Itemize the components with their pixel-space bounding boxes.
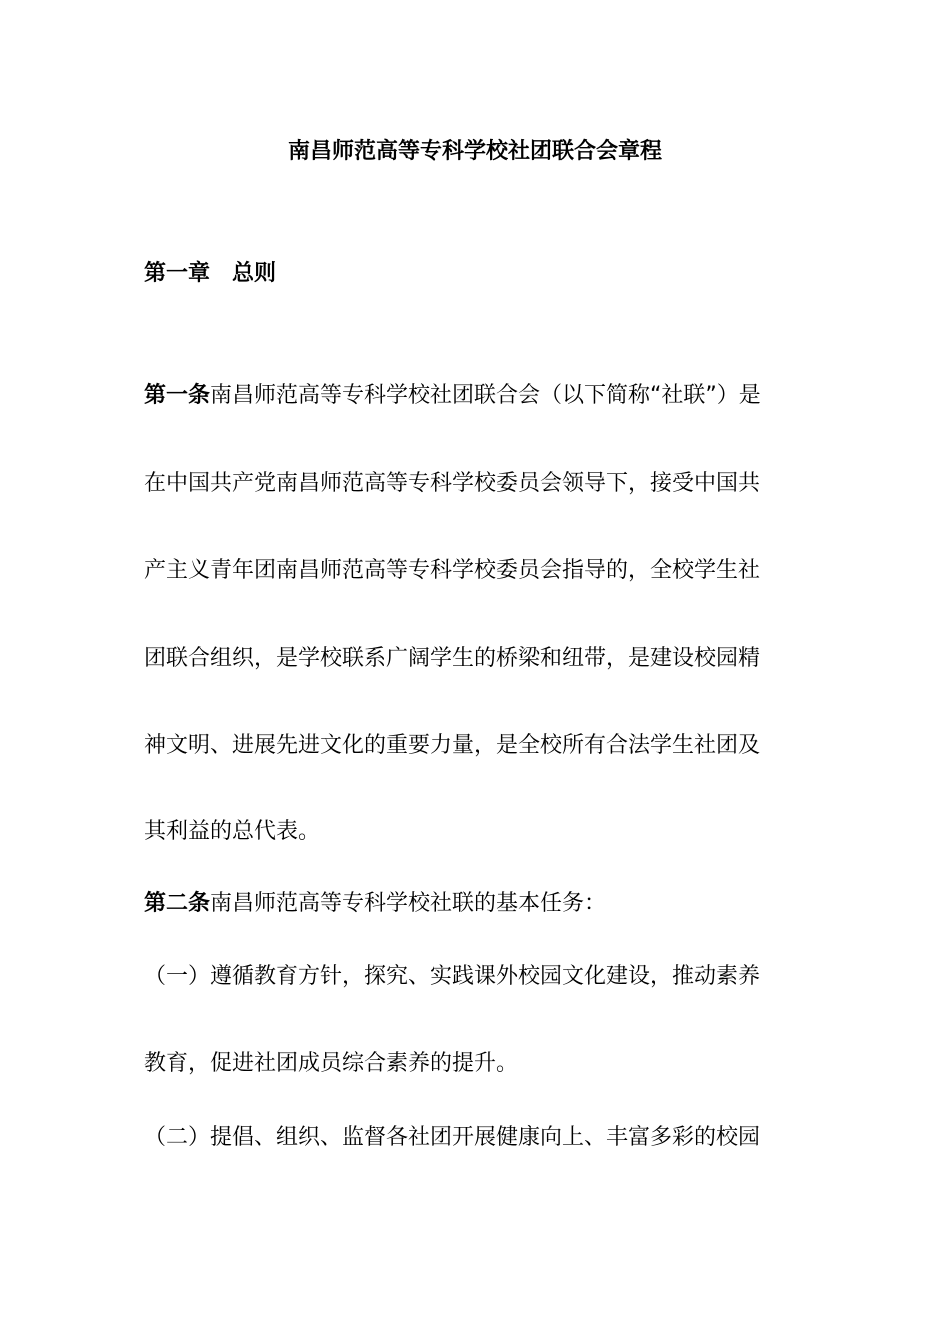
article1-line-3: 产主义青年团南昌师范高等专科学校委员会指导的，全校学生社 bbox=[144, 558, 761, 583]
chapter-number: 第一章 bbox=[144, 261, 211, 286]
chapter-name: 总则 bbox=[232, 261, 277, 286]
article2-item1-text-1: 遵循教育方针，探究、实践课外校园文化建设，推动素养 bbox=[210, 964, 761, 989]
article1-line-2: 在中国共产党南昌师范高等专科学校委员会领导下，接受中国共 bbox=[144, 471, 761, 496]
article1-line-5: 神文明、进展先进文化的重要力量，是全校所有合法学生社团及 bbox=[144, 733, 761, 758]
article1-line-4: 团联合组织，是学校联系广阔学生的桥梁和纽带，是建设校园精 bbox=[144, 646, 761, 671]
document-title: 南昌师范高等专科学校社团联合会章程 bbox=[287, 139, 662, 164]
article2-item1-line-2: 教育，促进社团成员综合素养的提升。 bbox=[144, 1051, 519, 1076]
article2-item2-line-1 bbox=[144, 1118, 808, 1158]
article2-label: 第二条 bbox=[144, 891, 211, 916]
article2-item2-text-1: 提倡、组织、监督各社团开展健康向上、丰富多彩的校园 bbox=[210, 1125, 761, 1150]
article2-item2-marker: （二） bbox=[144, 1125, 211, 1150]
article1-line-1 bbox=[144, 376, 808, 416]
article1-label: 第一条 bbox=[144, 383, 211, 408]
article1-line-6: 其利益的总代表。 bbox=[144, 819, 321, 844]
article1-text-1: 南昌师范高等专科学校社团联合会（以下简称“社联”）是 bbox=[210, 383, 761, 408]
article2-text: 南昌师范高等专科学校社联的基本任务： bbox=[210, 891, 607, 916]
chapter-heading bbox=[144, 254, 276, 294]
article2-item1-line-1 bbox=[144, 957, 808, 997]
article2-line bbox=[144, 884, 808, 924]
article2-item1-marker: （一） bbox=[144, 964, 211, 989]
